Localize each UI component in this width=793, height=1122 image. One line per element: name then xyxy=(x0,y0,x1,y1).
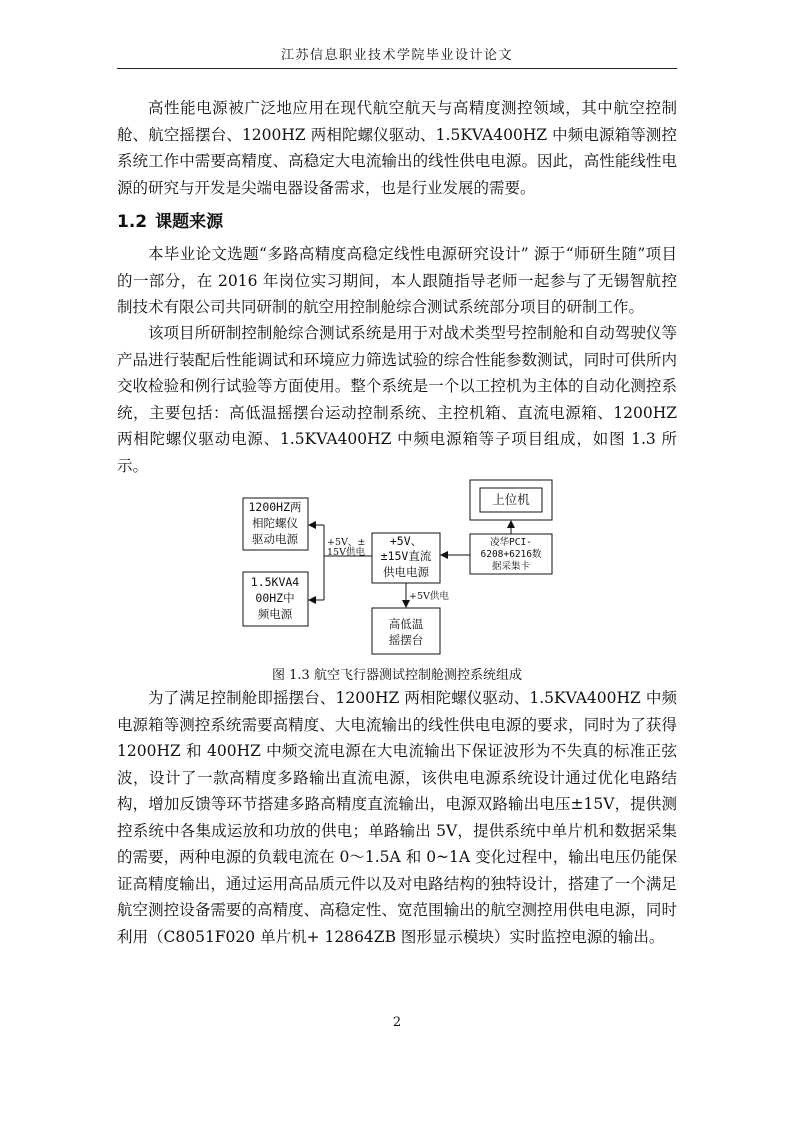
test-table-box xyxy=(372,608,440,654)
paragraph-intro: 高性能电源被广泛地应用在现代航空航天与高精度测控领域，其中航空控制舱、航空摇摆台、1200HZ 两相陀螺仪驱动、1.5KVA400HZ 中频电源箱等测控系统工作中需要高精度、高稳定大电流输出的线性供电电源。因此，高性能线性电源的研究与开发是尖端电器设备需求，也是行业发展的需要。 xyxy=(117,99,677,197)
freq-line-1: 1.5KVA4 xyxy=(250,575,300,589)
section-number: 1.2 xyxy=(117,212,148,232)
section-heading xyxy=(117,207,231,232)
daq-line-2: 6208+6216数 xyxy=(480,549,542,560)
figure-caption: 图 1.3 航空飞行器测试控制舱测控系统组成 xyxy=(272,668,522,683)
daq-line-3: 据采集卡 xyxy=(491,561,531,572)
running-header: 江苏信息职业技术学院毕业设计论文 xyxy=(280,48,513,63)
host-label: 上位机 xyxy=(492,492,530,507)
section-title: 课题来源 xyxy=(155,212,224,232)
system-diagram xyxy=(236,478,566,656)
gyro-line-1: 1200HZ两 xyxy=(248,500,302,514)
supply-label-line-2: 15V供电 xyxy=(327,547,365,558)
supply-label-line-1: +5V、± xyxy=(327,537,366,548)
table-line-1: 高低温 xyxy=(388,617,424,631)
paragraph-source: 本毕业论文选题“多路高精度高稳定线性电源研究设计” 源于“师研生随”项目的一部分，在 2016 年岗位实习期间，本人跟随指导老师一起参与了无锡智航控制技术有限公司共同研制的航空用控制舱综合测试系统部分项目的研制工作。 xyxy=(117,245,677,316)
dc-line-2: ±15V直流 xyxy=(380,549,432,563)
freq-line-2: 00HZ中 xyxy=(255,591,295,605)
table-line-2: 摇摆台 xyxy=(388,633,424,647)
header-rule xyxy=(117,68,677,69)
paragraph-system: 该项目所研制控制舱综合测试系统是用于对战术类型号控制舱和自动驾驶仪等产品进行装配后性能调试和环境应力筛选试验的综合性能参数测试，同时可供所内交收检验和例行试验等方面使用。整个系统是一个以工控机为主体的自动化测控系统，主要包括：高低温摇摆台运动控制系统、主控机箱、直流电源箱、1200HZ 两相陀螺仪驱动电源、1.5KVA400HZ 中频电源箱等子项目组成，如图 1.3 所示。 xyxy=(117,324,677,475)
gyro-line-3: 驱动电源 xyxy=(252,532,298,546)
dc-line-1: +5V、 xyxy=(389,534,423,548)
freq-line-3: 频电源 xyxy=(257,607,293,621)
gyro-line-2: 相陀螺仪 xyxy=(252,516,298,530)
page-number: 2 xyxy=(392,1015,402,1030)
dc-line-3: 供电电源 xyxy=(383,565,429,579)
paragraph-design: 为了满足控制舱即摇摆台、1200HZ 两相陀螺仪驱动、1.5KVA400HZ 中频电源箱等测控系统需要高精度、大电流输出的线性供电电源的要求，同时为了获得 1200HZ 和 400HZ 中频交流电源在大电流输出下保证波形为不失真的标准正弦波，设计了一款高精度多路输出直流电源，该供电电源系统设计通过优化电路结构，增加反馈等环节搭建多路高精度直流输出，电源双路输出电压±15V，提供测控系统中各集成运放和功放的供电；单路输出 5V，提供系统中单片机和数据采集的需要，两种电源的负载电流在 0～1.5A 和 0~1A 变化过程中，输出电压仍能保证高精度输出，通过运用高品质元件以及对电路结构的独特设计，搭建了一个满足航空测控设备需要的高精度、高稳定性、宽范围输出的航空测控用供电电源，同时利用（C8051F020 单片机+ 12864ZB 图形显示模块）实时监控电源的输出。 xyxy=(117,689,677,946)
supply-label-5v: +5V供电 xyxy=(409,591,449,602)
daq-line-1: 凌华PCI- xyxy=(490,537,532,548)
